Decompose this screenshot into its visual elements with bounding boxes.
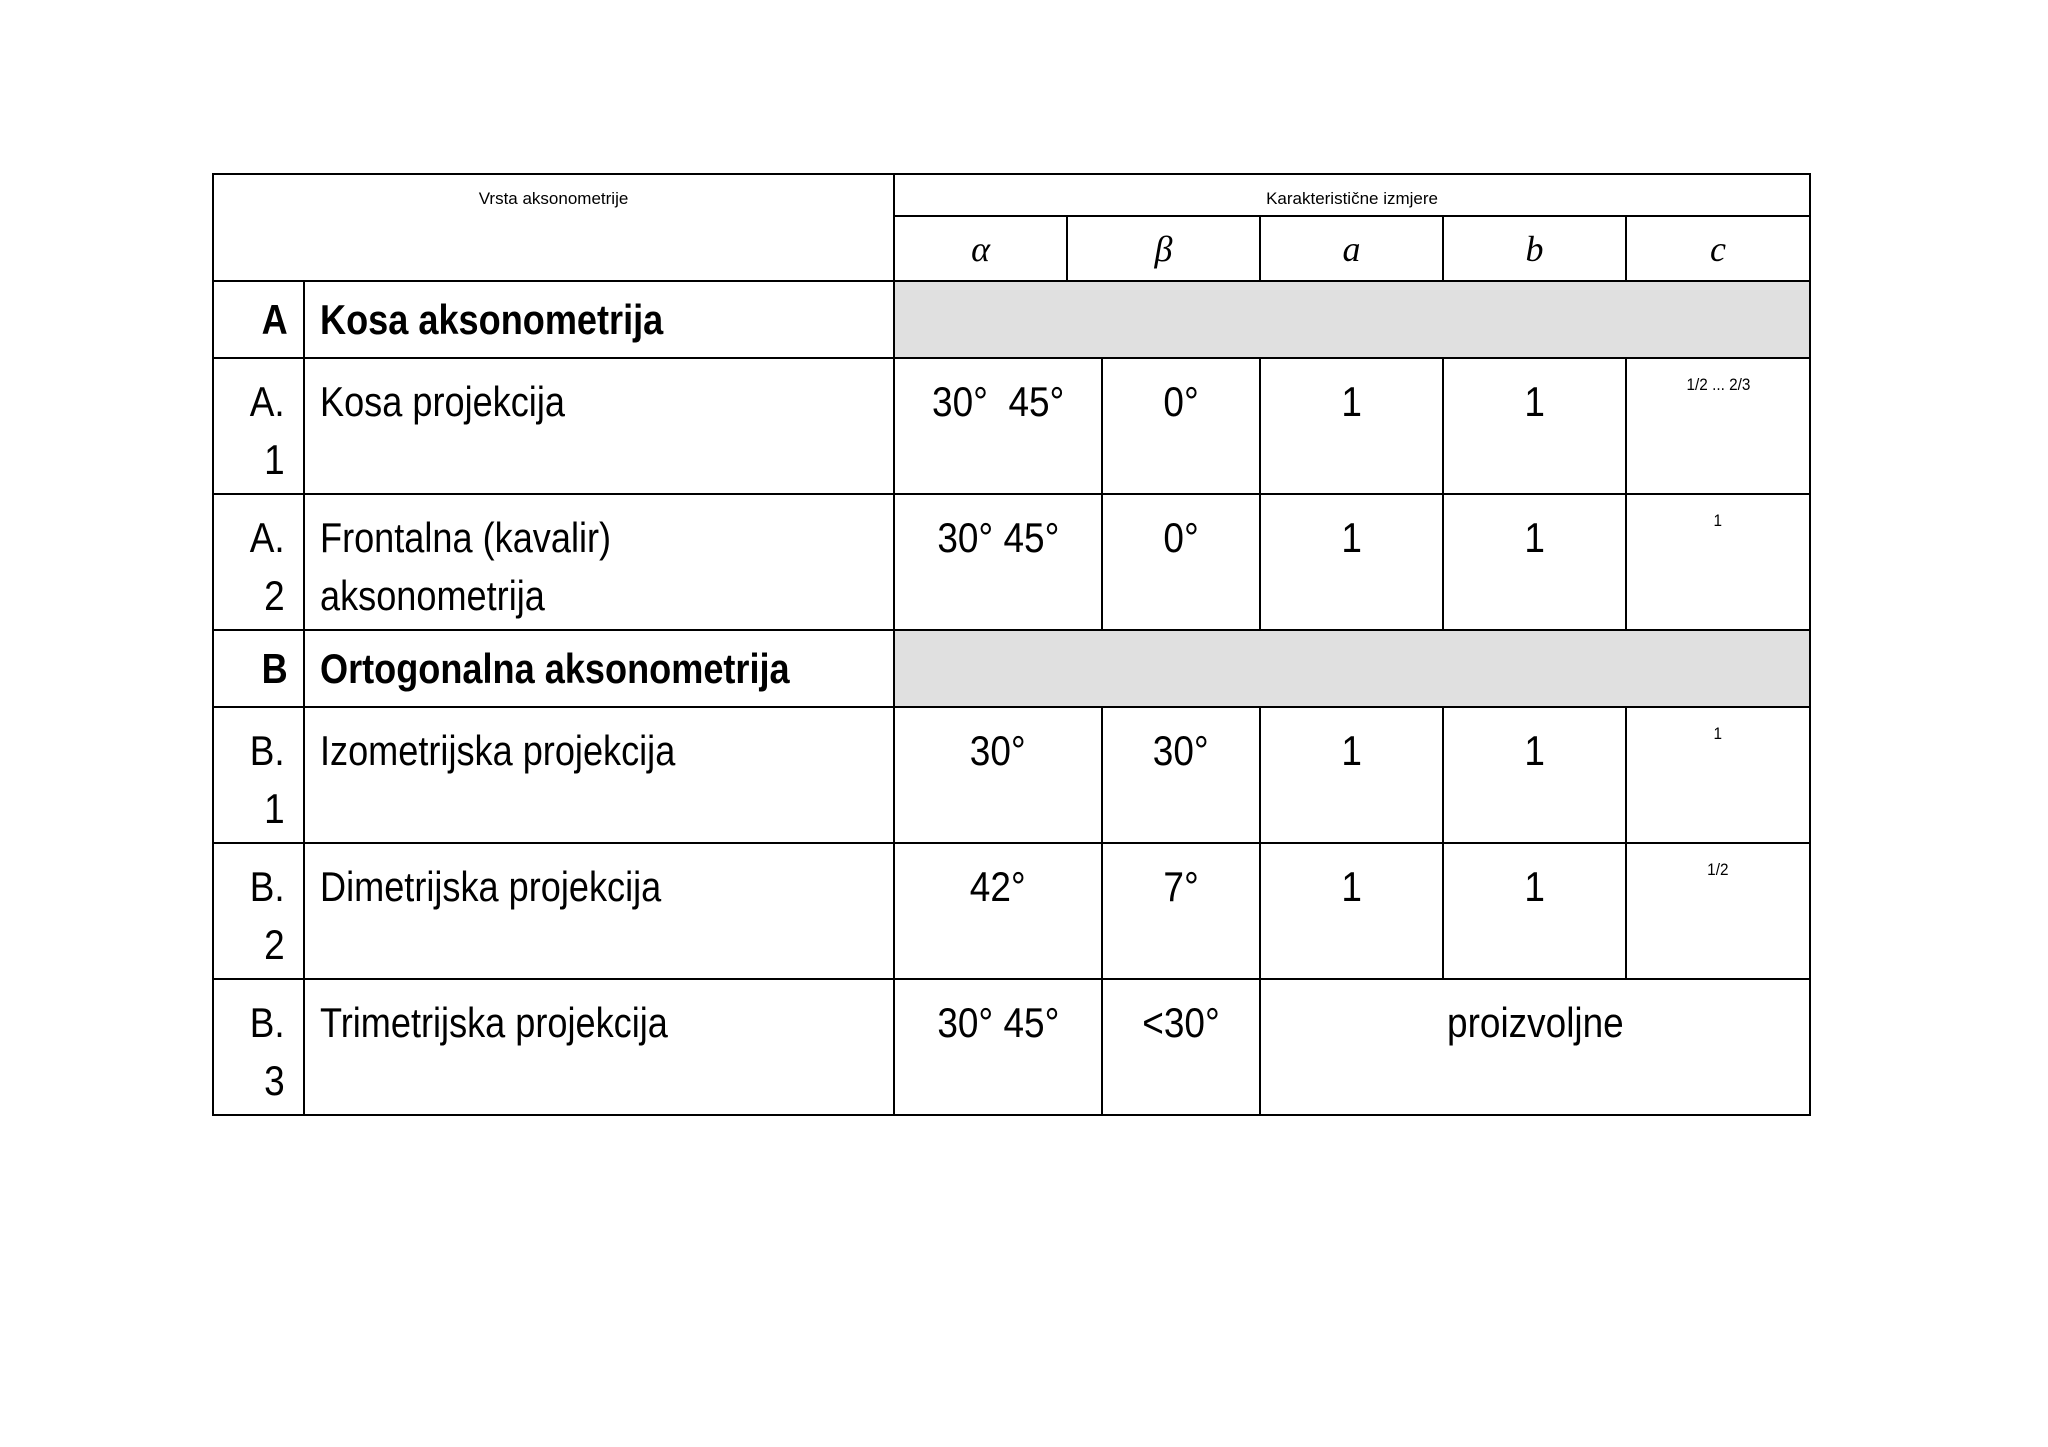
row-name: Kosa projekcija <box>304 358 894 494</box>
a-value: 1 <box>1260 358 1443 494</box>
table-row <box>213 979 1810 1115</box>
beta-value: 0° <box>1102 494 1260 630</box>
col-alpha: α <box>894 216 1067 281</box>
alpha-value: 30° 45° <box>894 494 1102 630</box>
c-value: 1 <box>1626 494 1810 630</box>
header-dims-cell <box>894 174 1810 216</box>
c-value: 1 <box>1626 707 1810 843</box>
section-code: B <box>226 630 304 707</box>
row-name: Frontalna (kavalir) aksonometrija <box>304 494 894 630</box>
row-name: Dimetrijska projekcija <box>304 843 894 979</box>
row-code: B. 2 <box>213 843 304 979</box>
b-value: 1 <box>1443 843 1626 979</box>
b-value: 1 <box>1443 494 1626 630</box>
a-value: 1 <box>1260 843 1443 979</box>
a-value: 1 <box>1260 494 1443 630</box>
col-beta: β <box>1067 216 1260 281</box>
section-shade <box>894 630 1810 707</box>
axonometry-table <box>212 173 1811 1116</box>
beta-value: <30° <box>1102 979 1260 1115</box>
section-row-a <box>213 281 1810 358</box>
section-title: Kosa aksonometrija <box>304 281 894 358</box>
section-shade <box>894 281 1810 358</box>
abc-merged-value: proizvoljne <box>1260 979 1810 1115</box>
table-row <box>213 843 1810 979</box>
section-row-b <box>213 630 1810 707</box>
alpha-value: 30° <box>894 707 1102 843</box>
table-row <box>213 494 1810 630</box>
row-name: Trimetrijska projekcija <box>304 979 894 1115</box>
header-type-cell <box>213 174 894 281</box>
b-value: 1 <box>1443 358 1626 494</box>
beta-value: 0° <box>1102 358 1260 494</box>
c-value: 1/2 <box>1626 843 1810 979</box>
header-dims-label: Karakteristične izmjere <box>1266 189 1439 208</box>
row-code: A. 2 <box>213 494 304 630</box>
c-value: 1/2 ... 2/3 <box>1626 358 1810 494</box>
beta-value: 30° <box>1102 707 1260 843</box>
section-title: Ortogonalna aksonometrija <box>304 630 894 707</box>
row-code: A. 1 <box>213 358 304 494</box>
section-code: A <box>226 281 304 358</box>
row-code: B. 3 <box>213 979 304 1115</box>
b-value: 1 <box>1443 707 1626 843</box>
alpha-value: 42° <box>894 843 1102 979</box>
col-c: c <box>1626 216 1810 281</box>
col-a: a <box>1260 216 1443 281</box>
table-row <box>213 707 1810 843</box>
beta-value: 7° <box>1102 843 1260 979</box>
a-value: 1 <box>1260 707 1443 843</box>
header-type-label: Vrsta aksonometrije <box>478 189 629 208</box>
col-b: b <box>1443 216 1626 281</box>
alpha-value: 30° 45° <box>894 358 1102 494</box>
alpha-value: 30° 45° <box>894 979 1102 1115</box>
row-code: B. 1 <box>213 707 304 843</box>
header-row-1 <box>213 174 1810 216</box>
table-row <box>213 358 1810 494</box>
row-name: Izometrijska projekcija <box>304 707 894 843</box>
